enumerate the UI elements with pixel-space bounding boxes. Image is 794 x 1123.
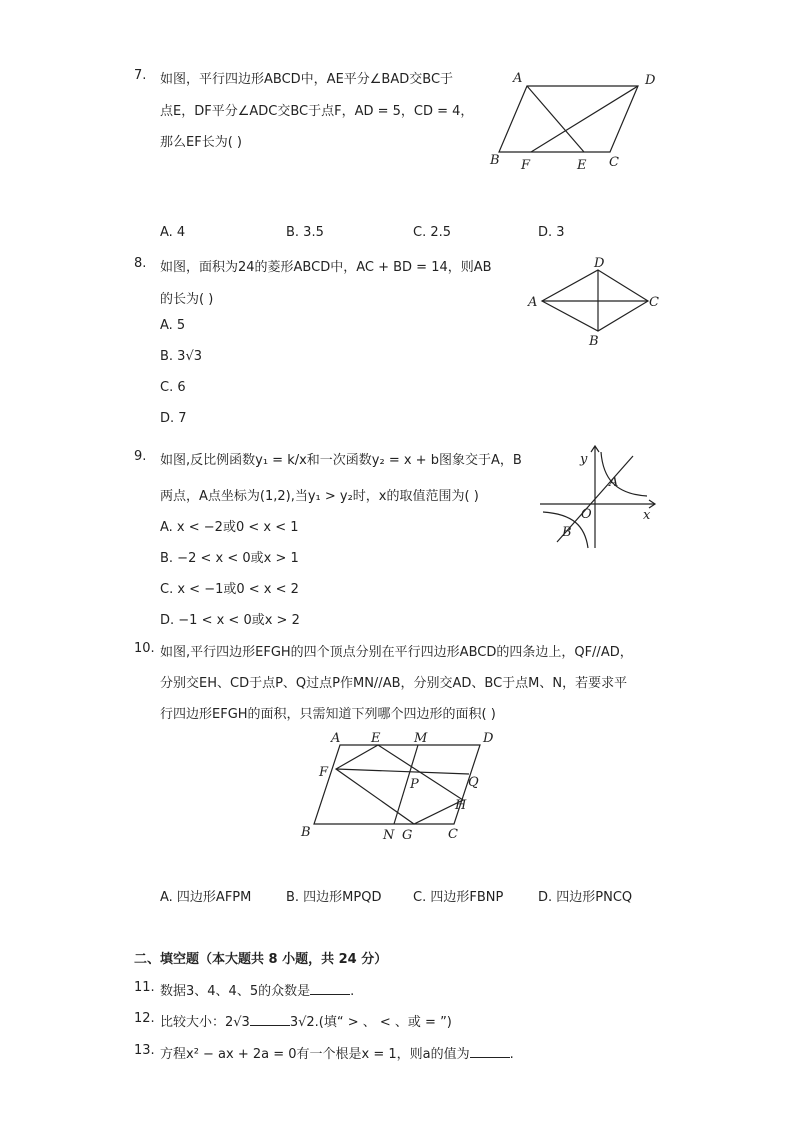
q13-tail: .: [509, 1047, 514, 1062]
q9-option-c[interactable]: C. x < −1或0 < x < 2: [160, 582, 299, 597]
q7-label-A: A: [513, 71, 523, 86]
q10-stem-line1: 如图,平行四边形EFGH的四个顶点分别在平行四边形ABCD的四条边上，QF//AD，: [160, 645, 633, 660]
q8-label-D: D: [594, 256, 605, 271]
q10-label-A: A: [331, 731, 341, 746]
q8-label-A: A: [528, 295, 538, 310]
q10-label-P: P: [410, 777, 419, 792]
q9-stem-line2: 两点，A点坐标为(1,2),当y₁ > y₂时，x的取值范围为( ): [160, 489, 479, 504]
q9-stem-line1: 如图,反比例函数y₁ = k/x和一次函数y₂ = x + b图象交于A，B: [160, 453, 522, 468]
q9-label-x: x: [643, 508, 651, 523]
q7-label-D: D: [645, 73, 656, 88]
q12-text-pre: 比较大小：2√3: [160, 1015, 250, 1030]
q8-number: 8.: [134, 256, 147, 271]
q8-stem-line2: 的长为( ): [160, 292, 214, 307]
q13-answer-blank[interactable]: [470, 1045, 510, 1058]
q8-option-c[interactable]: C. 6: [160, 380, 186, 395]
q9-number: 9.: [134, 449, 147, 464]
q7-label-B: B: [490, 153, 500, 168]
q11-line: [160, 980, 354, 999]
q13-text: 方程x² − ax + 2a = 0有一个根是x = 1，则a的值为: [160, 1047, 470, 1062]
q8-label-B: B: [589, 334, 599, 349]
q13-number: 13.: [134, 1043, 155, 1058]
q11-tail: .: [350, 984, 355, 999]
q10-label-H: H: [455, 798, 467, 813]
q10-label-C: C: [448, 827, 458, 842]
q10-option-a[interactable]: A. 四边形AFPM: [160, 890, 252, 905]
q10-option-d[interactable]: D. 四边形PNCQ: [538, 890, 633, 905]
q7-stem-line3: 那么EF长为( ): [160, 135, 242, 150]
q11-text: 数据3、4、4、5的众数是: [160, 984, 311, 999]
q7-option-c[interactable]: C. 2.5: [413, 225, 452, 240]
q9-label-A: A: [609, 475, 619, 490]
q8-option-b[interactable]: B. 3√3: [160, 349, 203, 364]
q9-label-B: B: [562, 525, 572, 540]
q10-label-D: D: [483, 731, 494, 746]
q10-stem-line3: 行四边形EFGH的面积，只需知道下列哪个四边形的面积( ): [160, 707, 496, 722]
q10-option-b[interactable]: B. 四边形MPQD: [286, 890, 382, 905]
q7-stem-line1: 如图，平行四边形ABCD中，AE平分∠BAD交BC于: [160, 72, 454, 87]
q12-number: 12.: [134, 1011, 155, 1026]
q7-option-d[interactable]: D. 3: [538, 225, 565, 240]
q10-label-F: F: [319, 765, 329, 780]
q8-option-d[interactable]: D. 7: [160, 411, 187, 426]
q7-label-C: C: [609, 155, 619, 170]
q12-line: [160, 1011, 452, 1030]
q7-stem-line2: 点E，DF平分∠ADC交BC于点F，AD = 5，CD = 4，: [160, 104, 474, 119]
q7-option-b[interactable]: B. 3.5: [286, 225, 324, 240]
q10-option-c[interactable]: C. 四边形FBNP: [413, 890, 504, 905]
q8-stem-line1: 如图，面积为24的菱形ABCD中，AC + BD = 14，则AB: [160, 260, 492, 275]
q11-answer-blank[interactable]: [310, 982, 350, 995]
q13-line: [160, 1043, 514, 1062]
q7-label-E: E: [577, 158, 587, 173]
q9-function-graph: [535, 438, 660, 553]
q10-number: 10.: [134, 641, 155, 656]
q10-label-E: E: [371, 731, 381, 746]
q10-label-B: B: [301, 825, 311, 840]
q12-text-post: 3√2.(填“ > 、 < 、或 = ”): [289, 1015, 452, 1030]
q10-label-N: N: [383, 828, 395, 843]
q7-parallelogram-figure: [485, 66, 665, 176]
q10-parallelogram-figure: [298, 728, 508, 846]
q9-option-b[interactable]: B. −2 < x < 0或x > 1: [160, 551, 299, 566]
q12-answer-blank[interactable]: [250, 1013, 290, 1026]
q7-label-F: F: [521, 158, 531, 173]
q8-label-C: C: [649, 295, 659, 310]
q8-rhombus-figure: [522, 255, 667, 350]
q7-number: 7.: [134, 68, 147, 83]
q9-label-O: O: [581, 507, 592, 522]
q10-label-Q: Q: [468, 775, 479, 790]
q10-label-G: G: [402, 828, 413, 843]
section-heading-fill-in: 二、填空题（本大题共 8 小题，共 24 分）: [134, 952, 388, 967]
q11-number: 11.: [134, 980, 155, 995]
q9-label-y: y: [580, 452, 588, 467]
q7-option-a[interactable]: A. 4: [160, 225, 186, 240]
q10-label-M: M: [414, 731, 428, 746]
q8-option-a[interactable]: A. 5: [160, 318, 186, 333]
q9-option-d[interactable]: D. −1 < x < 0或x > 2: [160, 613, 300, 628]
q10-stem-line2: 分别交EH、CD于点P、Q过点P作MN//AB，分别交AD、BC于点M、N，若要求平: [160, 676, 628, 691]
q9-option-a[interactable]: A. x < −2或0 < x < 1: [160, 520, 299, 535]
